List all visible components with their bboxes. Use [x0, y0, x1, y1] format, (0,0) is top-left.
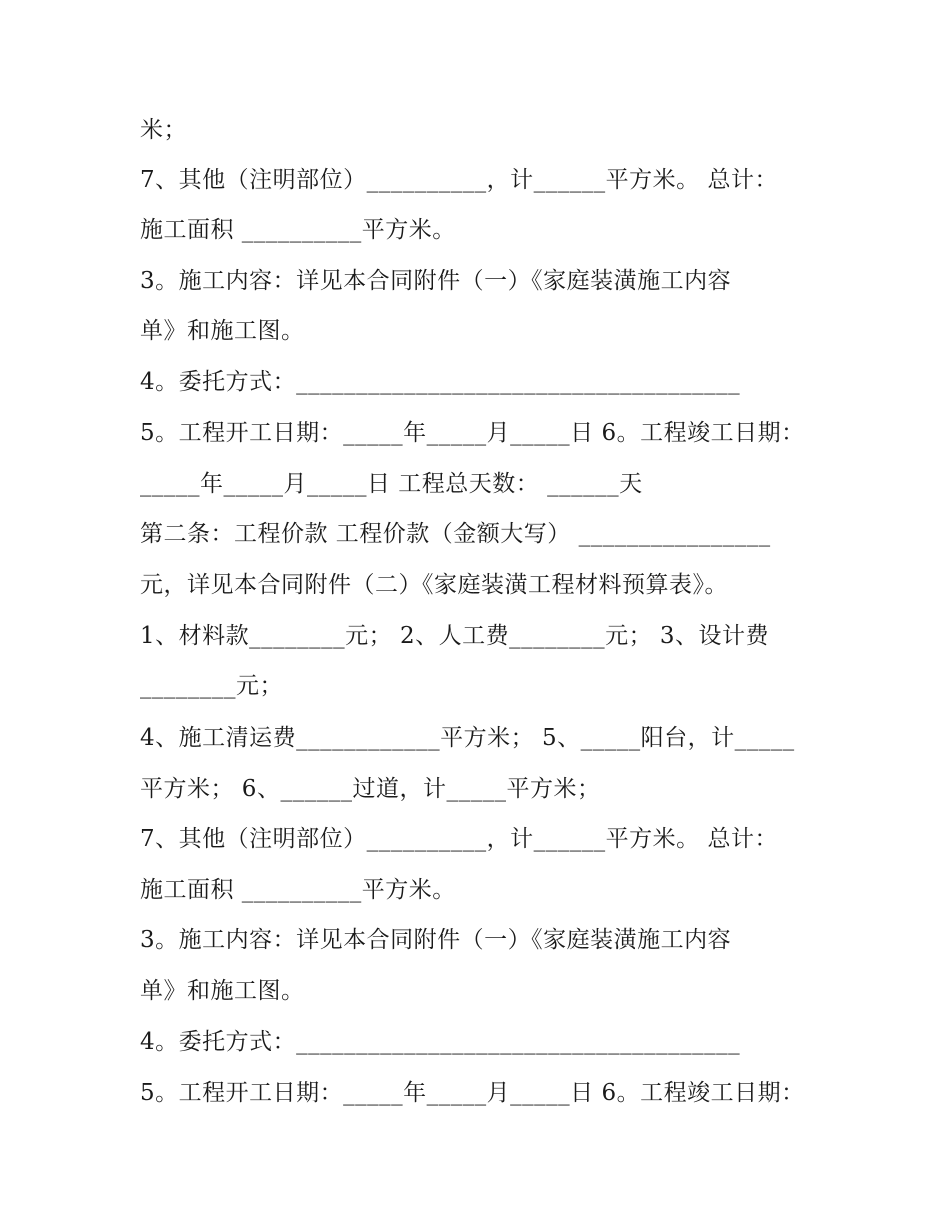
text-line: 第二条：工程价款 工程价款（金额大写） ________________	[140, 521, 771, 547]
text-line: 单》和施工图。	[140, 318, 305, 344]
text-line: 4。委托方式：_____________________________________	[140, 1029, 741, 1055]
text-line: 单》和施工图。	[140, 978, 305, 1004]
text-line: 3。施工内容：详见本合同附件（一）《家庭装潢施工内容	[140, 268, 732, 294]
text-line: _____年_____月_____日 工程总天数： ______天	[140, 471, 643, 497]
text-line: 3。施工内容：详见本合同附件（一）《家庭装潢施工内容	[140, 927, 732, 953]
text-line: 施工面积 __________平方米。	[140, 217, 456, 243]
text-line: 7、其他（注明部位）__________，计______平方米。 总计：	[140, 167, 778, 193]
text-line: 7、其他（注明部位）__________，计______平方米。 总计：	[140, 826, 778, 852]
text-line: ________元；	[140, 673, 283, 699]
text-line: 元，详见本合同附件（二）《家庭装潢工程材料预算表》。	[140, 572, 728, 598]
text-line: 4。委托方式：_____________________________________	[140, 369, 741, 395]
text-line: 5。工程开工日期：_____年_____月_____日 6。工程竣工日期：	[140, 420, 805, 446]
text-line: 4、施工清运费____________平方米； 5、_____阳台，计_____	[140, 725, 795, 751]
text-line: 5。工程开工日期：_____年_____月_____日 6。工程竣工日期：	[140, 1080, 805, 1106]
text-line: 施工面积 __________平方米。	[140, 877, 456, 903]
text-line: 1、材料款________元； 2、人工费________元； 3、设计费	[140, 623, 770, 649]
text-line: 平方米； 6、______过道，计_____平方米；	[140, 776, 601, 802]
text-line: 米；	[140, 117, 187, 143]
